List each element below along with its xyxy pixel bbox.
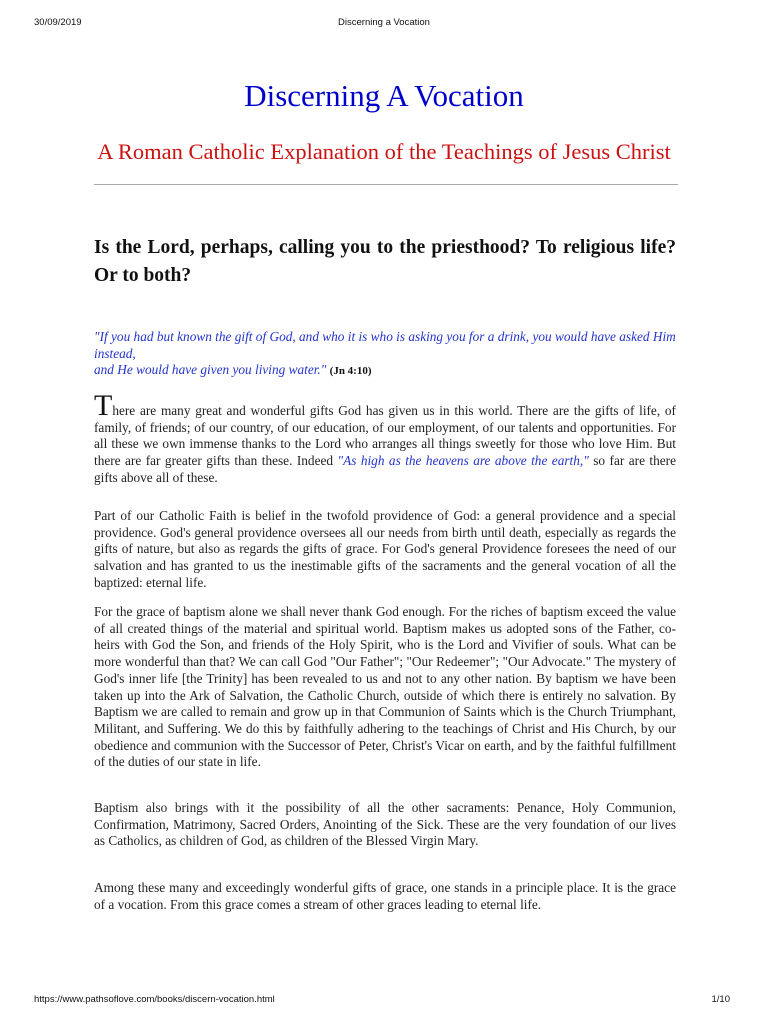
quote-line-1: "If you had but known the gift of God, and who it is who is asking you for a drink, you would have asked Him instead, bbox=[94, 329, 676, 361]
paragraph-1-text-b: so far are there gifts above all of these. bbox=[94, 453, 677, 485]
horizontal-rule bbox=[94, 184, 678, 185]
print-title: Discerning a Vocation bbox=[338, 17, 430, 28]
quote-reference: (Jn 4:10) bbox=[329, 365, 372, 377]
paragraph-3: For the grace of baptism alone we shall never thank God enough. For the riches of baptism exceed the value of all created things of the material and spiritual world. Baptism makes us adopted sons of the Father, co-heirs with God the Son, and friends of the Holy Spirit, who is the Lord and Vivifier of souls. What can be more wonderful than that? We can call God "Our Father"; "Our Redeemer"; "Our Advocate." The mystery of God's inner life [the Trinity] has been revealed to us and not to any other nation. By baptism we have been taken up into the Ark of Salvation, the Catholic Church, outside of which there is entirely no salvation. By Baptism we are called to remain and grow up in that Communion of Saints which is the Church Triumphant, Militant, and Suffering. We do this by faithfully adhering to the teachings of Christ and His Church, by our obedience and communion with the Successor of Peter, Christ's Vicar on earth, and by the faithful fulfillment of the duties of our state in life. bbox=[94, 604, 676, 770]
page-subtitle: A Roman Catholic Explanation of the Teachings of Jesus Christ bbox=[97, 139, 671, 164]
lead-question: Is the Lord, perhaps, calling you to the priesthood? To religious life? Or to both? bbox=[94, 237, 676, 286]
paragraph-4: Baptism also brings with it the possibility of all the other sacraments: Penance, Holy Communion, Confirmation, Matrimony, Sacred Orders, Anointing of the Sick. These are the very foundation of our lives as Catholics, as children of God, as children of the Blessed Virgin Mary. bbox=[94, 800, 676, 849]
paragraph-1 bbox=[94, 389, 677, 487]
paragraph-1-text-a: here are many great and wonderful gifts God has given us in this world. There are the gifts of life, of family, of friends; of our country, of our education, of our employment, of our talents and opportunities. For all these we own immense thanks to the Lord who arranges all things sweetly for those who love Him. But there are far greater gifts than these. Indeed bbox=[94, 403, 676, 469]
drop-cap: T bbox=[94, 389, 113, 422]
print-header bbox=[0, 17, 768, 31]
paragraph-5: Among these many and exceedingly wonderful gifts of grace, one stands in a principle place. It is the grace of a vocation. From this grace comes a stream of other graces leading to eternal life. bbox=[94, 880, 676, 912]
paragraph-2: Part of our Catholic Faith is belief in the twofold providence of God: a general providence and a special providence. God's general providence oversees all our needs from birth until death, especially as regards the gifts of nature, but also as regards the gifts of grace. For God's general Providence foresees the need of our salvation and has granted to us the inestimable gifts of the sacraments and the general vocation of all the baptized: eternal life. bbox=[94, 508, 676, 590]
quote-line-2: and He would have given you living water." bbox=[94, 362, 327, 377]
print-date: 30/09/2019 bbox=[34, 17, 82, 28]
paragraph-1-quote: "As high as the heavens are above the earth," bbox=[337, 453, 589, 469]
page-title: Discerning A Vocation bbox=[244, 78, 524, 113]
page-number: 1/10 bbox=[711, 994, 730, 1005]
footer-url: https://www.pathsoflove.com/books/discern-vocation.html bbox=[34, 994, 275, 1005]
print-footer bbox=[0, 994, 768, 1008]
scripture-quote bbox=[94, 329, 679, 380]
